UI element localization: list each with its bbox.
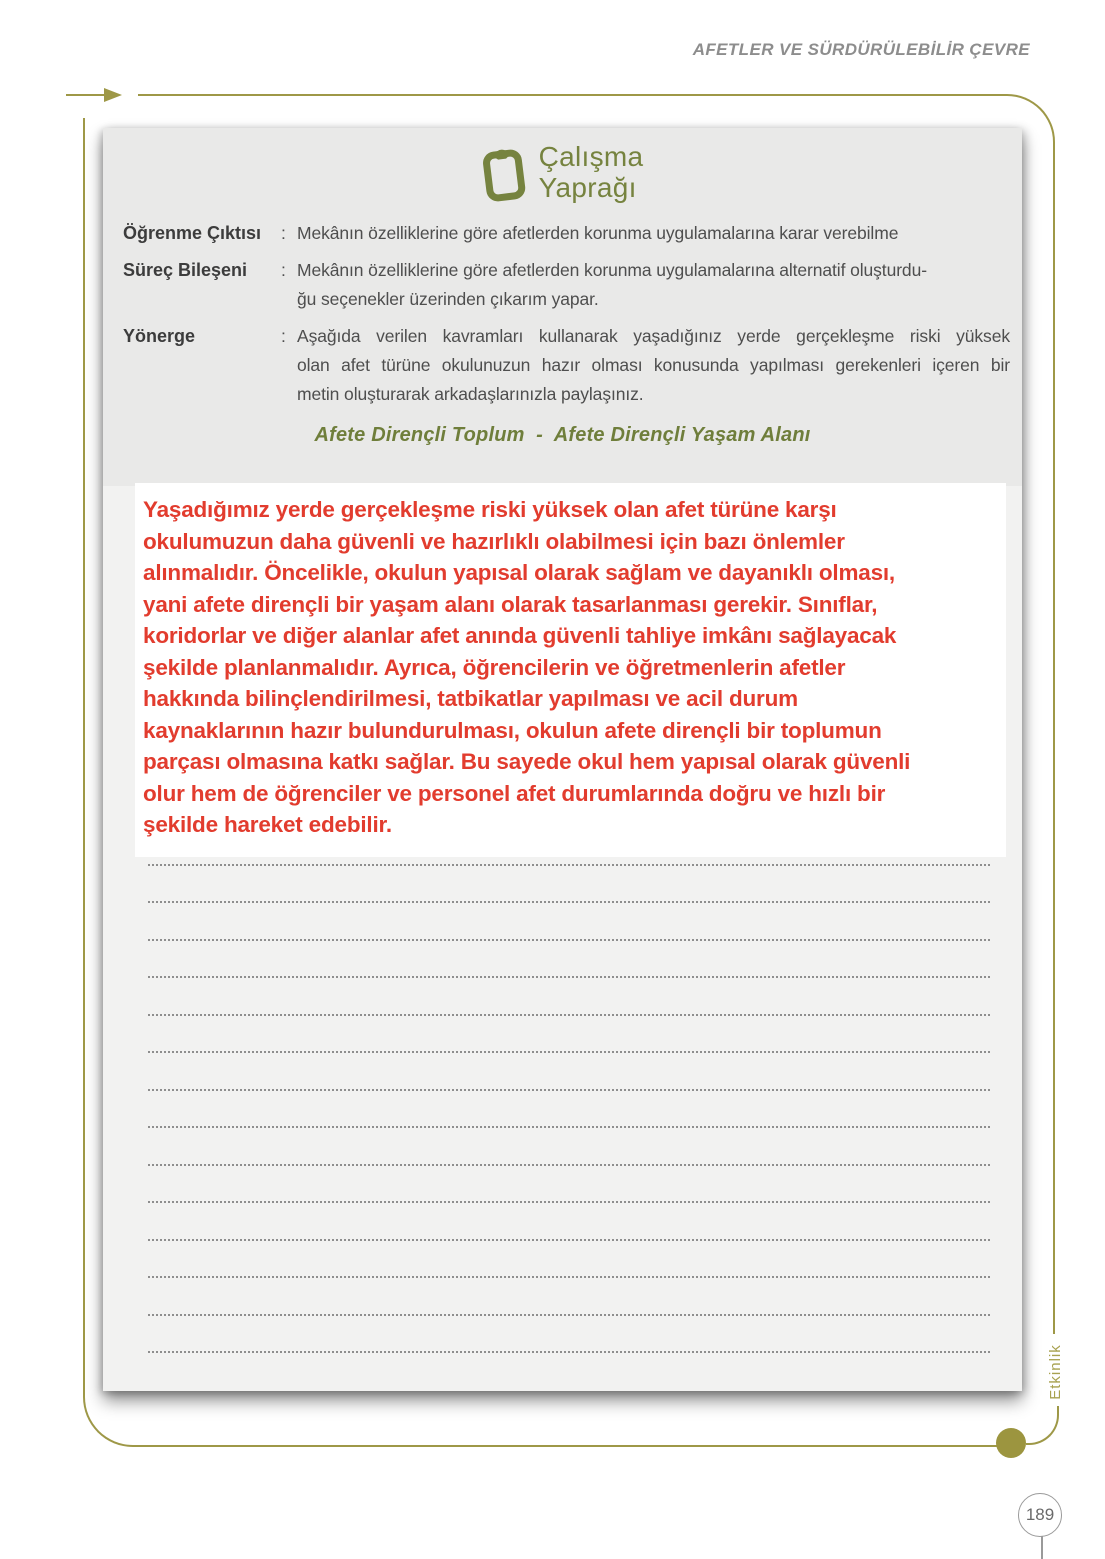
answer-line: şekilde hareket edebilir. — [143, 812, 392, 837]
field-text-line: olan afet türüne okulunuzun hazır olması konusunda yapılması gerekenleri içeren bir — [297, 355, 1010, 375]
field-text — [297, 219, 1010, 248]
page-number-line — [1041, 1536, 1043, 1559]
writing-line — [148, 1278, 990, 1316]
side-tab-etkinlik: Etkinlik — [1047, 1344, 1064, 1400]
running-header: AFETLER VE SÜRDÜRÜLEBİLİR ÇEVRE — [692, 40, 1030, 59]
field-text-line: Mekânın özelliklerine göre afetlerden korunma uygulamalarına alternatif oluşturdu- — [297, 260, 927, 280]
field-label: Öğrenme Çıktısı — [123, 223, 262, 243]
worksheet-header-panel — [103, 128, 1022, 486]
writing-line — [148, 866, 990, 904]
answer-line: Yaşadığımız yerde gerçekleşme riski yüksek olan afet türüne karşı — [143, 497, 837, 522]
writing-line — [148, 1091, 990, 1129]
worksheet-title-line2: Yaprağı — [538, 172, 637, 203]
worksheet-fields — [103, 219, 1022, 409]
arrow-right-icon — [104, 88, 122, 102]
field-colon: : — [281, 223, 286, 243]
writing-line — [148, 903, 990, 941]
answer-line: koridorlar ve diğer alanlar afet anında güvenli tahliye imkânı sağlayacak — [143, 623, 897, 648]
worksheet-paper — [103, 128, 1022, 1391]
frame-dot — [996, 1428, 1026, 1458]
answer-line: yani afete dirençli bir yaşam alanı olarak tasarlanması gerekir. Sınıflar, — [143, 591, 878, 617]
worksheet-title — [539, 141, 644, 203]
answer-line: hakkında bilinçlendirilmesi, tatbikatlar yapılması ve acil durum — [143, 686, 798, 711]
answer-line: parçası olmasına katkı sağlar. Bu sayede okul hem yapısal olarak güvenli — [143, 749, 911, 774]
field-row-ogrenme-ciktisi — [123, 219, 1010, 248]
worksheet-title-row — [103, 141, 1022, 206]
field-colon: : — [281, 326, 286, 346]
worksheet-title-line1: Çalışma — [538, 141, 644, 172]
arrow-line — [66, 94, 104, 96]
field-row-yonerge — [123, 322, 1010, 409]
field-colon: : — [281, 260, 286, 280]
clipboard-icon — [478, 141, 529, 209]
writing-line — [148, 1016, 990, 1054]
field-text — [297, 256, 1010, 314]
answer-line: kaynaklarının hazır bulundurulması, okulun afete dirençli bir toplumun — [143, 717, 882, 743]
writing-area[interactable] — [148, 828, 990, 1353]
field-text-line: ğu seçenekler üzerinden çıkarım yapar. — [297, 289, 599, 309]
page-number: 189 — [1025, 1505, 1055, 1524]
concepts-line: Afete Dirençli Toplum - Afete Dirençli Yaşam Alanı — [314, 424, 811, 446]
writing-line — [148, 941, 990, 979]
answer-line: okulumuzun daha güvenli ve hazırlıklı olabilmesi için bazı önlemler — [143, 528, 845, 554]
answer-line: şekilde planlanmalıdır. Ayrıca, öğrencilerin ve öğretmenlerin afetler — [143, 654, 846, 680]
field-text — [297, 322, 1010, 409]
field-row-surec-bileseni — [123, 256, 1010, 314]
field-text-line: Aşağıda verilen kavramları kullanarak yaşadığınız yerde gerçekleşme riski yüksek — [297, 326, 1010, 346]
writing-line — [148, 1053, 990, 1091]
answer-line: alınmalıdır. Öncelikle, okulun yapısal olarak sağlam ve dayanıklı olması, — [143, 560, 895, 585]
writing-line — [148, 828, 990, 866]
field-label: Süreç Bileşeni — [123, 260, 248, 280]
writing-line — [148, 1128, 990, 1166]
writing-line — [148, 1166, 990, 1204]
student-answer-block — [135, 483, 1006, 857]
writing-line — [148, 1316, 990, 1354]
field-text-line: Mekânın özelliklerine göre afetlerden korunma uygulamalarına karar verebilme — [297, 223, 899, 243]
page-number-badge — [1018, 1493, 1062, 1537]
writing-line — [148, 1241, 990, 1279]
field-label: Yönerge — [123, 326, 196, 346]
writing-line — [148, 1203, 990, 1241]
answer-line: olur hem de öğrenciler ve personel afet durumlarında doğru ve hızlı bir — [143, 780, 886, 806]
field-text-line: metin oluşturarak arkadaşlarınızla paylaşınız. — [297, 384, 644, 404]
writing-line — [148, 978, 990, 1016]
